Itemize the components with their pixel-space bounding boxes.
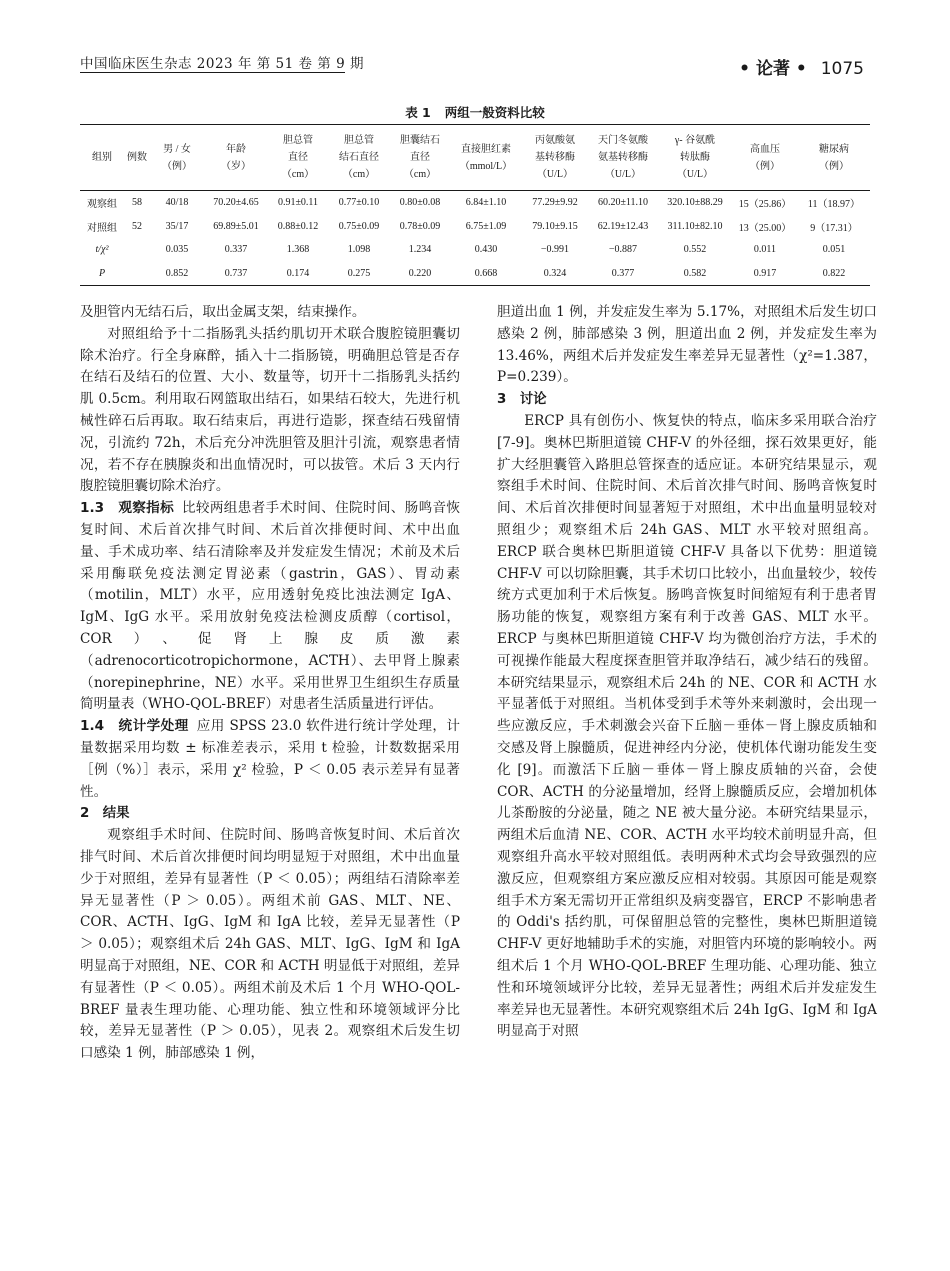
table-cell: 0.220: [390, 262, 450, 286]
table-cell: 52: [132, 220, 142, 232]
subsection-heading: 1.3 观察指标: [80, 500, 174, 517]
table-cell: t/χ²: [95, 244, 109, 256]
col-header: 胆总管 结石直径 （cm）: [328, 125, 390, 191]
table-cell: 0.324: [522, 262, 588, 286]
col-header: 高血压 （例）: [732, 125, 798, 191]
section-heading: 3 讨论: [497, 392, 547, 408]
baseline-table: [80, 124, 870, 286]
body-paragraph: 观察组手术时间、住院时间、肠鸣音恢复时间、术后首次排气时间、术后首次排便时间均明显短于对照组，术中出血量少于对照组，差异有显著性（P ＜ 0.05）；两组结石清除率差异无显著性（P ＞ 0.05）。两组术前 GAS、MLT、NE、COR、ACTH、IgG、IgM 和 IgA 比较，差异无显著性（P ＞ 0.05）；观察组术后 24h GAS、MLT、IgG、IgM 和 IgA 明显高于对照组，NE、COR 和 ACTH 明显低于对照组，差异有显著性（P ＜ 0.05）。两组术前及术后 1 个月 WHO-QOL-BREF 量表生理功能、心理功能、独立性和环境领域评分比较，差异无显著性（P ＞ 0.05），见表 2。观察组术后发生切口感染 1 例，肺部感染 1 例，: [80, 827, 460, 1062]
table-cell: 0.91±0.11: [277, 197, 319, 209]
col-header: 胆总管 直径 （cm）: [268, 125, 328, 191]
table-cell: 62.19±12.43: [597, 220, 649, 232]
col-header: 天门冬氨酸 氨基转移酶 （U/L）: [588, 125, 658, 191]
right-column: [497, 302, 877, 1043]
table-row: [80, 238, 870, 262]
page-number: 1075: [820, 59, 864, 79]
left-column: [80, 302, 460, 1065]
table-cell: 320.10±88.29: [667, 197, 723, 209]
table-cell: 58: [132, 197, 142, 209]
col-header: 例数: [124, 125, 150, 191]
col-header: 男 / 女 （例）: [150, 125, 204, 191]
col-header: γ- 谷氨酰 转肽酶 （U/L）: [658, 125, 732, 191]
table-row: [80, 191, 870, 215]
table-cell: 0.337: [224, 244, 248, 256]
table-cell: 0.430: [474, 244, 498, 256]
subsection-heading: 1.4 统计学处理: [80, 718, 189, 735]
table-cell: 311.10±82.10: [667, 220, 723, 232]
table-cell: 0.80±0.08: [399, 197, 441, 209]
table-cell: 0.035: [165, 244, 189, 256]
table-cell: 79.10±9.15: [532, 220, 578, 232]
table-cell: 1.234: [408, 244, 432, 256]
table-cell: P: [80, 262, 124, 286]
table-cell: 0.88±0.12: [277, 220, 319, 232]
table-cell: [124, 238, 150, 262]
body-paragraph: 对照组给予十二指肠乳头括约肌切开术联合腹腔镜胆囊切除术治疗。行全身麻醉，插入十二指肠镜，明确胆总管是否存在结石及结石的位置、大小、数量等，切开十二指肠乳头括约肌 0.5cm。利用取石网篮取出结石，如果结石较大，先进行机械性碎石后再取。取石结束后，再进行造影，探查结石残留情况，引流约 72h，术后充分冲洗胆管及胆汁引流，观察患者情况，若不存在胰腺炎和出血情况时，可以拔管。术后 3 天内行腹腔镜胆囊切除术治疗。: [80, 325, 460, 495]
col-header: 糖尿病 （例）: [798, 125, 870, 191]
table-cell: 0.174: [268, 262, 328, 286]
table-number: 表 1: [405, 105, 431, 120]
col-header: 年龄 （岁）: [204, 125, 268, 191]
table-cell: 0.852: [150, 262, 204, 286]
section-header: [739, 54, 864, 79]
body-paragraph: 及胆管内无结石后，取出金属支架，结束操作。: [80, 304, 366, 320]
table-header-row: [80, 125, 870, 191]
table-cell: −0.991: [540, 244, 570, 256]
table-cell: [124, 262, 150, 286]
table-cell: 0.917: [732, 262, 798, 286]
table-cell: 6.75±1.09: [465, 220, 507, 232]
col-header: 丙氨酸氨 基转移酶 （U/L）: [522, 125, 588, 191]
body-paragraph: ERCP 具有创伤小、恢复快的特点，临床多采用联合治疗 [7-9]。奥林巴斯胆道镜 CHF-V 的外径细，探石效果更好，能扩大经胆囊管入路胆总管探查的适应证。本研究结果显示，观察组手术时间、住院时间、术后首次排气时间、肠鸣音恢复时间、术后首次排便时间显著短于对照组，术中出血量明显较对照组少；观察组术后 24h GAS、MLT 水平较对照组高。ERCP 联合奥林巴斯胆道镜 CHF-V 具备以下优势：胆道镜 CHF-V 可以切除胆囊，其手术切口比较小，出血量较少，较传统方式更加利于术后恢复。肠鸣音恢复时间缩短有利于患者胃肠功能的恢复，观察组方案有利于改善 GAS、MLT 水平。ERCP 与奥林巴斯胆道镜 CHF-V 均为微创治疗方法，手术的可视操作能最大程度探查胆管并取净结石，减少结石的残留。本研究结果显示，观察组术后 24h 的 NE、COR 和 ACTH 水平显著低于对照组。当机体受到手术等外来刺激时，会出现一些应激反应，手术刺激会兴奋下丘脑－垂体－肾上腺皮质轴和交感及肾上腺髓质，促进神经内分泌，使机体代谢功能发生变化 [9]。而激活下丘脑－垂体－肾上腺皮质轴的兴奋，会使 COR、ACTH 的分泌量增加，经肾上腺髓质反应，会增加机体儿茶酚胺的分泌量，随之 NE 被大量分泌。本研究结果显示，两组术后血清 NE、COR、ACTH 水平均较术前明显升高，但观察组升高水平较对照组低。表明两种术式均会导致强烈的应激反应，但观察组方案应激反应相对较弱。其原因可能是观察组手术方案无需切开正常组织及病变器官，ERCP 不影响患者的 Oddi's 括约肌，可保留胆总管的完整性，奥林巴斯胆道镜 CHF-V 更好地辅助手术的实施，对胆管内环境的影响较小。两组术后 1 个月 WHO-QOL-BREF 生理功能、心理功能、独立性和环境领域评分比较，差异无显著性；两组术后并发症发生率差异也无显著性。本研究观察组术后 24h IgG、IgM 和 IgA 明显高于对照: [497, 412, 877, 1040]
col-header: 直接胆红素 （mmol/L）: [450, 125, 522, 191]
table-cell: 0.78±0.09: [399, 220, 441, 232]
table-cell: 1.098: [347, 244, 371, 256]
table-cell: 70.20±4.65: [213, 197, 259, 209]
table-cell: 1.368: [286, 244, 310, 256]
table-cell: 0.582: [658, 262, 732, 286]
table-cell: 0.275: [328, 262, 390, 286]
table-cell: 0.77±0.10: [338, 197, 380, 209]
table-cell: −0.887: [608, 244, 638, 256]
header-rule: [80, 72, 345, 73]
table-cell: 0.552: [683, 244, 707, 256]
table-cell: 13（25.00）: [738, 222, 792, 234]
table-caption: 两组一般资料比较: [444, 105, 545, 120]
section-1-4: [80, 716, 460, 803]
table-cell: 35/17: [165, 220, 189, 232]
table-cell: 0.668: [450, 262, 522, 286]
table-cell: 15（25.86）: [738, 199, 792, 211]
body-paragraph: 胆道出血 1 例，并发症发生率为 5.17%，对照组术后发生切口感染 2 例，肺部感染 3 例，胆道出血 2 例，并发症发生率为 13.46%，两组术后并发症发生率差异无显著性（χ²=1.387，P=0.239）。: [497, 304, 877, 386]
col-header: 胆囊结石 直径 （cm）: [390, 125, 450, 191]
table-cell: 0.011: [753, 244, 777, 256]
col-header: 组别: [80, 125, 124, 191]
table-cell: 0.051: [822, 244, 846, 256]
table-cell: 0.75±0.09: [338, 220, 380, 232]
table-cell: 60.20±11.10: [597, 197, 649, 209]
table-cell: 对照组: [87, 222, 117, 234]
table-cell: 77.29±9.92: [532, 197, 578, 209]
subsection-text: 比较两组患者手术时间、住院时间、肠鸣音恢复时间、术后首次排气时间、术后首次排便时间、术中出血量、手术成功率、结石清除率及并发症发生情况；术前及术后采用酶联免疫法测定胃泌素（gastrin，GAS）、胃动素（motilin，MLT）水平，应用透射免疫比浊法测定 IgA、IgM、IgG 水平。采用放射免疫法检测皮质醇（cortisol，COR）、促肾上腺皮质激素（adrenocorticotropichormone，ACTH）、去甲肾上腺素（norepinephrine，NE）水平。采用世界卫生组织生存质量简明量表（WHO-QOL-BREF）对患者生活质量进行评估。: [80, 500, 461, 713]
table-cell: 40/18: [165, 197, 189, 209]
table-cell: 0.822: [798, 262, 870, 286]
table-cell: 0.377: [588, 262, 658, 286]
table-cell: 9（17.31）: [810, 222, 858, 234]
journal-header: 中国临床医生杂志 2023 年 第 51 卷 第 9 期: [80, 56, 364, 72]
section-heading: 2 结果: [80, 806, 130, 822]
table-cell: 0.737: [204, 262, 268, 286]
table-row: [80, 262, 870, 286]
table-cell: 6.84±1.10: [465, 197, 507, 209]
table-row: [80, 215, 870, 239]
table-cell: 11（18.97）: [807, 199, 861, 211]
subsection-text: 应用 SPSS 23.0 软件进行统计学处理，计量数据采用均数 ± 标准差表示，采用 t 检验，计数数据采用［例（%）］表示，采用 χ² 检验，P ＜ 0.05 表示差异有显著性。: [80, 718, 460, 800]
section-1-3: [80, 498, 460, 716]
table-cell: 观察组: [87, 199, 117, 211]
table-title: [0, 103, 950, 121]
section-label: • 论著 •: [739, 59, 807, 79]
table-cell: 69.89±5.01: [213, 220, 259, 232]
